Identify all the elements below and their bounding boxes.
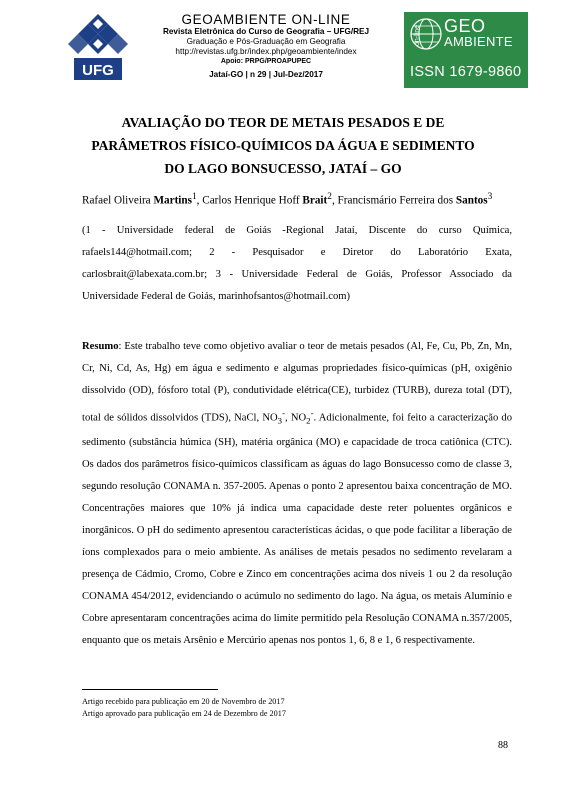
- no2-superscript: -: [310, 408, 314, 418]
- author-2-first: , Carlos Henrique Hoff: [196, 194, 303, 207]
- abstract: [82, 336, 512, 652]
- no2-subscript: 2: [306, 415, 311, 426]
- abstract-text-3: . Adicionalmente, foi feito a caracterização do sedimento (substância húmica (SH), matéria orgânica (MO) e capacidade de troca catiônica (CTC). Os dados dos parâmetros físico-químicos classificam as águas do lago Bonsucesso como de classe 3, segundo resolução CONAMA n. 357-2005. Apenas o ponto 2 apresentou baixa concentração de MO. Concentrações maiores que 10% já indica uma capacidade deste reter poluentes orgânicos e inorgânicos. O pH do sedimento apresentou características ácidas, o que pode facilitar a liberação de íons complexados para o meio ambiente. As análises de metais pesados no sedimento revelaram a presença de Cádmio, Cromo, Cobre e Zinco em concentrações acima dos níveis 1 ou 2 da resolução CONAMA 454/2012, evidenciando o acúmulo no sedimento do lago. Na água, os metais Alumínio e Cobre apresentaram concentrações acima do limite permitido pela Resolução CONAMA n.357/2005, enquanto que os metais Arsênio e Mercúrio apenas nos pontos 1, 6, 8 e 1, 6 respectivamente.: [82, 412, 513, 646]
- footnote-approved: Artigo aprovado para publicação em 24 de Dezembro de 2017: [82, 709, 286, 718]
- footnote-divider: [82, 689, 218, 690]
- journal-support: Apoio: PRPG/PROAPUPEC: [220, 58, 312, 65]
- no3-subscript: 3: [277, 415, 283, 426]
- geoambiente-logo-geo: GEO: [444, 16, 486, 36]
- article-title: AVALIAÇÃO DO TEOR DE METAIS PESADOS E DE PARÂMETROS FÍSICO-QUÍMICOS DA ÁGUA E SEDIMENTO DO LAGO BONSUCESSO, JATAÍ – GO: [91, 115, 475, 176]
- journal-program: Graduação e Pós-Graduação em Geografia: [186, 37, 346, 46]
- issn-label: ISSN 1679-9860: [410, 64, 522, 80]
- author-3-sup: 3: [487, 192, 493, 202]
- journal-title: GEOAMBIENTE ON-LINE: [181, 12, 351, 27]
- geoambiente-logo-online: on-line: [414, 24, 421, 46]
- geoambiente-logo: [404, 12, 528, 88]
- ufg-logo-text: UFG: [82, 62, 114, 79]
- abstract-label: Resumo: [82, 341, 119, 352]
- geoambiente-logo-ambiente: AMBIENTE: [444, 34, 513, 49]
- ufg-logo: [68, 12, 128, 82]
- author-1-last: Martins: [153, 194, 192, 207]
- authors-line: [82, 192, 522, 207]
- abstract-text-2: , NO: [285, 412, 307, 424]
- author-1-sup: 1: [191, 192, 197, 202]
- author-3-first: , Francismário Ferreira dos: [331, 194, 456, 207]
- journal-header: [68, 12, 528, 88]
- ufg-logo-icon: [68, 12, 128, 82]
- journal-subtitle: Revista Eletrônica do Curso de Geografia – UFG/REJ: [162, 27, 370, 36]
- globe-icon: [406, 14, 446, 54]
- no3-superscript: -: [282, 408, 286, 418]
- author-2-sup: 2: [327, 192, 332, 202]
- page-number: 88: [498, 740, 508, 751]
- footnote-received: Artigo recebido para publicação em 20 de Novembro de 2017: [82, 697, 285, 706]
- abstract-text-1: : Este trabalho teve como objetivo avaliar o teor de metais pesados (Al, Fe, Cu, Pb, Zn, Mn, Cr, Ni, Cd, As, Hg) em água e sedimento e algumas propriedades físico-químicas (pH, oxigênio dissolvido (OD), fósforo total (P), condutividade elétrica(CE), turbidez (TURB), dureza total (DT), total de sólidos dissolvidos (TDS), NaCl, NO: [82, 341, 512, 424]
- journal-url[interactable]: http://revistas.ufg.br/index.php/geoambiente/index: [175, 47, 357, 56]
- header-text-block: [132, 12, 400, 80]
- affiliations: (1 - Universidade federal de Goiás -Regional Jataí, Discente do curso Química, rafaels144@hotmail.com; 2 - Pesquisador e Diretor do Laboratório Exata, carlosbrait@labexata.com.br; 3 - Universidade Federal de Goiás, Professor Associado da Universidade Federal de Goiás, marinhofsantos@hotmail.com): [82, 225, 512, 302]
- journal-issue: Jataí-GO | n 29 | Jul-Dez/2017: [209, 70, 323, 79]
- author-1-first: Rafael Oliveira: [82, 194, 154, 207]
- footnotes: [82, 696, 286, 720]
- author-2-last: Brait: [302, 194, 328, 207]
- author-3-last: Santos: [455, 194, 488, 207]
